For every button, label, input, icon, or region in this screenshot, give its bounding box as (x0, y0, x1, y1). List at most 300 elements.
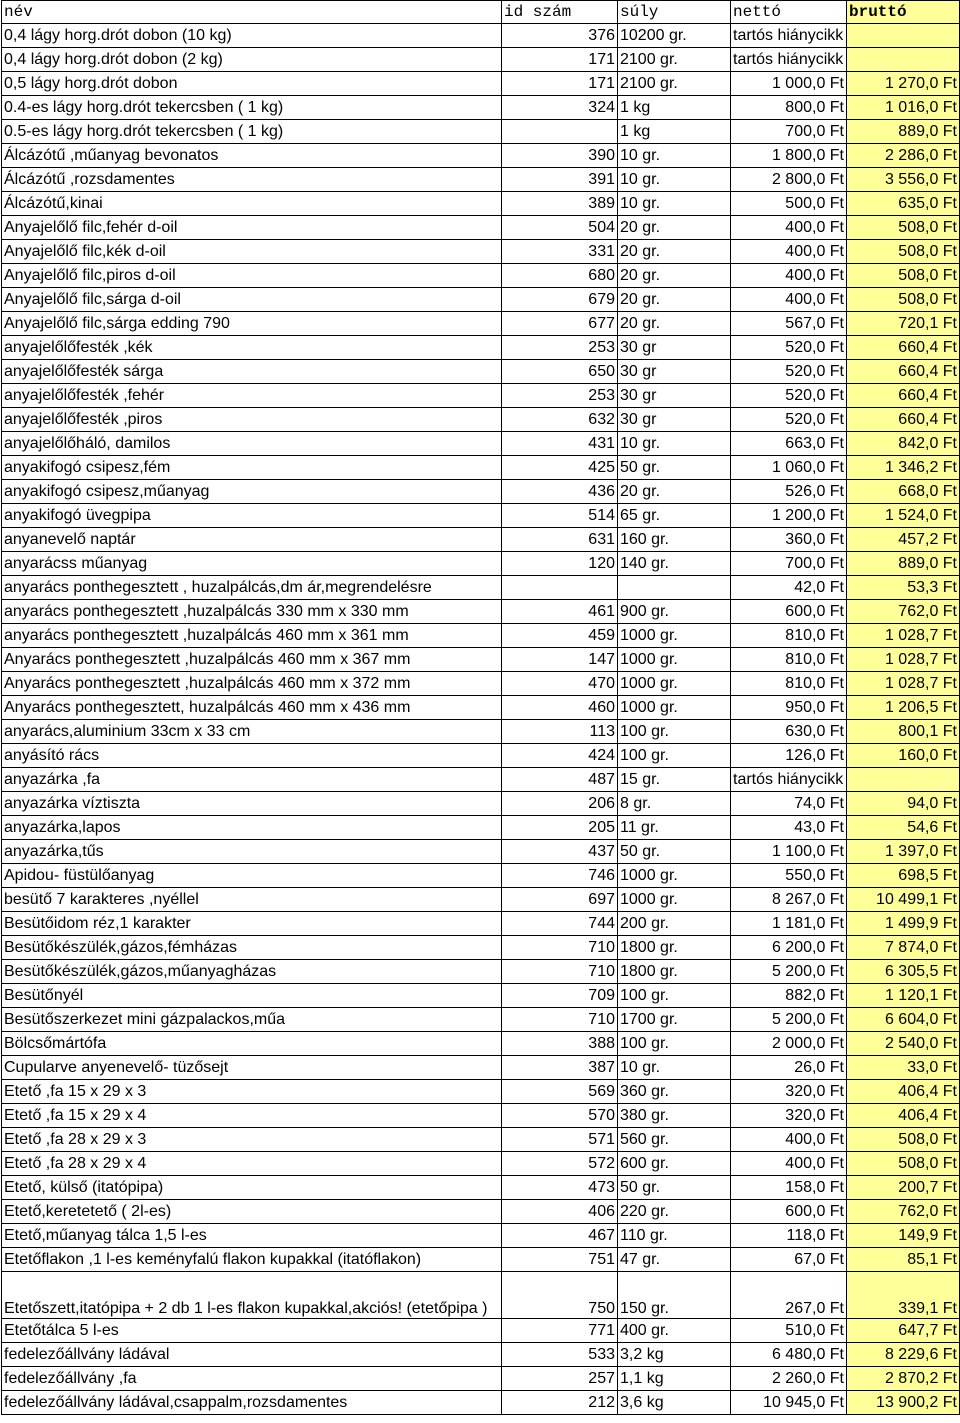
cell-id: 113 (502, 720, 618, 744)
cell-net: 158,0 Ft (731, 1176, 847, 1200)
table-row (2, 528, 960, 552)
table-row (2, 336, 960, 360)
cell-net: 43,0 Ft (731, 816, 847, 840)
cell-weight: 10 gr. (618, 192, 731, 216)
cell-id: 437 (502, 840, 618, 864)
cell-id (502, 120, 618, 144)
cell-gross: 1 524,0 Ft (847, 504, 960, 528)
cell-weight: 10 gr. (618, 168, 731, 192)
cell-net: 400,0 Ft (731, 1128, 847, 1152)
cell-net: 267,0 Ft (731, 1272, 847, 1319)
cell-name: Anyarács ponthegesztett, huzalpálcás 460 mm x 436 mm (2, 696, 502, 720)
cell-id: 710 (502, 1008, 618, 1032)
cell-gross: 10 499,1 Ft (847, 888, 960, 912)
cell-name: anyajelőlőfesték ,piros (2, 408, 502, 432)
cell-name: Apidou- füstülőanyag (2, 864, 502, 888)
header-net: nettó (731, 1, 847, 24)
cell-id: 709 (502, 984, 618, 1008)
cell-gross: 7 874,0 Ft (847, 936, 960, 960)
cell-net: tartós hiánycikk (731, 48, 847, 72)
cell-net: 6 200,0 Ft (731, 936, 847, 960)
table-row (2, 360, 960, 384)
cell-net: 42,0 Ft (731, 576, 847, 600)
cell-id (502, 576, 618, 600)
table-row (2, 96, 960, 120)
cell-gross: 762,0 Ft (847, 600, 960, 624)
cell-gross: 3 556,0 Ft (847, 168, 960, 192)
cell-net: 5 200,0 Ft (731, 960, 847, 984)
cell-gross: 54,6 Ft (847, 816, 960, 840)
cell-name: Besütőnyél (2, 984, 502, 1008)
cell-weight: 1800 gr. (618, 936, 731, 960)
price-table (1, 0, 960, 1415)
cell-weight: 2100 gr. (618, 48, 731, 72)
table-row (2, 24, 960, 48)
table-row (2, 240, 960, 264)
cell-name: Álcázótű ,műanyag bevonatos (2, 144, 502, 168)
cell-net: 400,0 Ft (731, 216, 847, 240)
table-row (2, 936, 960, 960)
cell-net: 1 100,0 Ft (731, 840, 847, 864)
cell-weight: 47 gr. (618, 1248, 731, 1272)
cell-id: 431 (502, 432, 618, 456)
table-row (2, 432, 960, 456)
cell-id: 771 (502, 1319, 618, 1343)
table-row (2, 984, 960, 1008)
cell-weight: 20 gr. (618, 480, 731, 504)
cell-weight: 11 gr. (618, 816, 731, 840)
cell-id: 744 (502, 912, 618, 936)
cell-id: 253 (502, 384, 618, 408)
cell-name: 0,5 lágy horg.drót dobon (2, 72, 502, 96)
table-row (2, 792, 960, 816)
cell-id: 710 (502, 960, 618, 984)
cell-gross: 200,7 Ft (847, 1176, 960, 1200)
cell-weight: 20 gr. (618, 312, 731, 336)
cell-name: 0.5-es lágy horg.drót tekercsben ( 1 kg) (2, 120, 502, 144)
cell-gross: 8 229,6 Ft (847, 1343, 960, 1367)
table-row (2, 1128, 960, 1152)
table-body (2, 24, 960, 1415)
cell-gross: 6 604,0 Ft (847, 1008, 960, 1032)
cell-name: 0.4-es lágy horg.drót tekercsben ( 1 kg) (2, 96, 502, 120)
cell-name: Anyajelőlő filc,kék d-oil (2, 240, 502, 264)
cell-id: 257 (502, 1367, 618, 1391)
table-row (2, 1391, 960, 1415)
cell-name: 0,4 lágy horg.drót dobon (2 kg) (2, 48, 502, 72)
cell-weight: 1000 gr. (618, 624, 731, 648)
cell-weight: 8 gr. (618, 792, 731, 816)
table-row (2, 456, 960, 480)
cell-id: 570 (502, 1104, 618, 1128)
cell-name: anyajelőlőfesték ,fehér (2, 384, 502, 408)
cell-gross: 720,1 Ft (847, 312, 960, 336)
cell-gross: 762,0 Ft (847, 1200, 960, 1224)
cell-name: anyarács ponthegesztett ,huzalpálcás 330 mm x 330 mm (2, 600, 502, 624)
cell-name: Etető ,fa 28 x 29 x 3 (2, 1128, 502, 1152)
cell-weight: 1 kg (618, 96, 731, 120)
cell-net: 1 060,0 Ft (731, 456, 847, 480)
cell-weight: 600 gr. (618, 1152, 731, 1176)
cell-weight: 30 gr (618, 336, 731, 360)
table-row (2, 216, 960, 240)
cell-name: Cupularve anyenevelő- tüzősejt (2, 1056, 502, 1080)
cell-name: anyakifogó csipesz,fém (2, 456, 502, 480)
cell-net: 126,0 Ft (731, 744, 847, 768)
cell-weight: 15 gr. (618, 768, 731, 792)
cell-id: 572 (502, 1152, 618, 1176)
cell-name: Anyarács ponthegesztett ,huzalpálcás 460 mm x 372 mm (2, 672, 502, 696)
cell-name: Etető ,fa 15 x 29 x 3 (2, 1080, 502, 1104)
cell-gross: 635,0 Ft (847, 192, 960, 216)
cell-name: 0,4 lágy horg.drót dobon (10 kg) (2, 24, 502, 48)
table-row (2, 552, 960, 576)
cell-gross: 668,0 Ft (847, 480, 960, 504)
cell-id: 436 (502, 480, 618, 504)
cell-id: 253 (502, 336, 618, 360)
cell-gross: 13 900,2 Ft (847, 1391, 960, 1415)
cell-id: 514 (502, 504, 618, 528)
table-row (2, 1272, 960, 1319)
table-row (2, 1104, 960, 1128)
cell-net: 2 000,0 Ft (731, 1032, 847, 1056)
cell-name: Etetőszett,itatópipa + 2 db 1 l-es flakon kupakkal,akciós! (etetőpipa ) (2, 1272, 502, 1319)
cell-gross: 406,4 Ft (847, 1104, 960, 1128)
cell-weight: 30 gr (618, 408, 731, 432)
cell-id: 331 (502, 240, 618, 264)
cell-weight: 2100 gr. (618, 72, 731, 96)
cell-id: 473 (502, 1176, 618, 1200)
cell-id: 679 (502, 288, 618, 312)
cell-name: anyarács ponthegesztett , huzalpálcás,dm ár,megrendelésre (2, 576, 502, 600)
cell-weight: 110 gr. (618, 1224, 731, 1248)
cell-id: 147 (502, 648, 618, 672)
cell-gross: 1 270,0 Ft (847, 72, 960, 96)
cell-name: anyazárka ,fa (2, 768, 502, 792)
cell-net: 360,0 Ft (731, 528, 847, 552)
header-id: id szám (502, 1, 618, 24)
cell-weight: 10 gr. (618, 432, 731, 456)
cell-gross: 53,3 Ft (847, 576, 960, 600)
cell-name: anyakifogó csipesz,műanyag (2, 480, 502, 504)
cell-net: 500,0 Ft (731, 192, 847, 216)
table-row (2, 576, 960, 600)
cell-id: 390 (502, 144, 618, 168)
table-row (2, 48, 960, 72)
cell-id: 388 (502, 1032, 618, 1056)
cell-id: 425 (502, 456, 618, 480)
cell-id: 697 (502, 888, 618, 912)
cell-name: anyajelőlőfesték sárga (2, 360, 502, 384)
cell-net: 600,0 Ft (731, 1200, 847, 1224)
cell-weight: 100 gr. (618, 744, 731, 768)
cell-id: 750 (502, 1272, 618, 1319)
cell-id: 569 (502, 1080, 618, 1104)
cell-gross: 842,0 Ft (847, 432, 960, 456)
cell-id: 376 (502, 24, 618, 48)
cell-id: 470 (502, 672, 618, 696)
table-row (2, 1080, 960, 1104)
cell-weight (618, 576, 731, 600)
cell-name: anyásító rács (2, 744, 502, 768)
cell-weight: 1 kg (618, 120, 731, 144)
table-row (2, 912, 960, 936)
cell-name: Anyajelőlő filc,sárga edding 790 (2, 312, 502, 336)
table-row (2, 1224, 960, 1248)
cell-net: 810,0 Ft (731, 648, 847, 672)
cell-name: fedelezőállvány ládával,csappalm,rozsdamentes (2, 1391, 502, 1415)
cell-name: Etető, külső (itatópipa) (2, 1176, 502, 1200)
cell-weight: 560 gr. (618, 1128, 731, 1152)
cell-weight: 140 gr. (618, 552, 731, 576)
cell-gross: 406,4 Ft (847, 1080, 960, 1104)
table-row (2, 312, 960, 336)
cell-gross: 1 028,7 Ft (847, 624, 960, 648)
cell-gross (847, 24, 960, 48)
cell-net: 700,0 Ft (731, 120, 847, 144)
cell-gross: 6 305,5 Ft (847, 960, 960, 984)
cell-weight: 10200 gr. (618, 24, 731, 48)
cell-gross: 647,7 Ft (847, 1319, 960, 1343)
cell-id: 461 (502, 600, 618, 624)
cell-net: 950,0 Ft (731, 696, 847, 720)
cell-name: anyazárka,lapos (2, 816, 502, 840)
cell-name: anyazárka,tűs (2, 840, 502, 864)
cell-id: 460 (502, 696, 618, 720)
table-row (2, 288, 960, 312)
cell-net: 2 800,0 Ft (731, 168, 847, 192)
cell-id: 487 (502, 768, 618, 792)
header-name: név (2, 1, 502, 24)
cell-weight: 1,1 kg (618, 1367, 731, 1391)
cell-net: 400,0 Ft (731, 1152, 847, 1176)
table-row (2, 1056, 960, 1080)
cell-weight: 20 gr. (618, 288, 731, 312)
cell-gross: 889,0 Ft (847, 120, 960, 144)
cell-net: 520,0 Ft (731, 360, 847, 384)
cell-net: 400,0 Ft (731, 264, 847, 288)
cell-weight: 1000 gr. (618, 672, 731, 696)
table-row (2, 1152, 960, 1176)
table-row (2, 672, 960, 696)
cell-id: 533 (502, 1343, 618, 1367)
cell-gross: 339,1 Ft (847, 1272, 960, 1319)
cell-name: Anyajelőlő filc,fehér d-oil (2, 216, 502, 240)
cell-weight: 10 gr. (618, 144, 731, 168)
cell-name: anyazárka víztiszta (2, 792, 502, 816)
cell-gross: 2 540,0 Ft (847, 1032, 960, 1056)
table-row (2, 744, 960, 768)
table-row (2, 1367, 960, 1391)
cell-net: 8 267,0 Ft (731, 888, 847, 912)
cell-gross: 800,1 Ft (847, 720, 960, 744)
cell-net: 526,0 Ft (731, 480, 847, 504)
cell-name: Etetőflakon ,1 l-es keményfalú flakon kupakkal (itatóflakon) (2, 1248, 502, 1272)
cell-name: anyajelőlőfesték ,kék (2, 336, 502, 360)
cell-net: 1 000,0 Ft (731, 72, 847, 96)
cell-id: 387 (502, 1056, 618, 1080)
cell-name: anyakifogó üvegpipa (2, 504, 502, 528)
cell-net: 510,0 Ft (731, 1319, 847, 1343)
cell-name: Etető,műanyag tálca 1,5 l-es (2, 1224, 502, 1248)
cell-name: besütő 7 karakteres ,nyéllel (2, 888, 502, 912)
cell-weight: 220 gr. (618, 1200, 731, 1224)
cell-gross: 508,0 Ft (847, 288, 960, 312)
cell-weight: 3,6 kg (618, 1391, 731, 1415)
cell-name: fedelezőállvány ,fa (2, 1367, 502, 1391)
cell-weight: 200 gr. (618, 912, 731, 936)
cell-name: Besütőszerkezet mini gázpalackos,műa (2, 1008, 502, 1032)
cell-weight: 3,2 kg (618, 1343, 731, 1367)
cell-name: anyajelőlőháló, damilos (2, 432, 502, 456)
cell-weight: 160 gr. (618, 528, 731, 552)
cell-net: 400,0 Ft (731, 288, 847, 312)
cell-gross: 660,4 Ft (847, 384, 960, 408)
cell-net: 520,0 Ft (731, 384, 847, 408)
cell-id: 389 (502, 192, 618, 216)
cell-gross: 1 028,7 Ft (847, 648, 960, 672)
cell-weight: 30 gr (618, 360, 731, 384)
cell-id: 632 (502, 408, 618, 432)
cell-net: 10 945,0 Ft (731, 1391, 847, 1415)
cell-net: 810,0 Ft (731, 672, 847, 696)
cell-id: 680 (502, 264, 618, 288)
cell-id: 406 (502, 1200, 618, 1224)
cell-id: 324 (502, 96, 618, 120)
cell-net: 567,0 Ft (731, 312, 847, 336)
table-row (2, 840, 960, 864)
cell-id: 504 (502, 216, 618, 240)
cell-weight: 380 gr. (618, 1104, 731, 1128)
table-row (2, 888, 960, 912)
cell-gross: 149,9 Ft (847, 1224, 960, 1248)
cell-net: 1 200,0 Ft (731, 504, 847, 528)
cell-net: 400,0 Ft (731, 240, 847, 264)
table-row (2, 1032, 960, 1056)
table-row (2, 72, 960, 96)
cell-name: fedelezőállvány ládával (2, 1343, 502, 1367)
table-row (2, 816, 960, 840)
cell-gross: 1 206,5 Ft (847, 696, 960, 720)
cell-net: 6 480,0 Ft (731, 1343, 847, 1367)
cell-gross: 1 397,0 Ft (847, 840, 960, 864)
cell-net: 74,0 Ft (731, 792, 847, 816)
table-row (2, 408, 960, 432)
cell-net: 520,0 Ft (731, 408, 847, 432)
cell-net: tartós hiánycikk (731, 768, 847, 792)
cell-weight: 100 gr. (618, 720, 731, 744)
cell-weight: 1000 gr. (618, 864, 731, 888)
cell-id: 424 (502, 744, 618, 768)
cell-id: 205 (502, 816, 618, 840)
cell-gross: 660,4 Ft (847, 360, 960, 384)
cell-name: Besütőidom réz,1 karakter (2, 912, 502, 936)
cell-id: 751 (502, 1248, 618, 1272)
table-row (2, 864, 960, 888)
cell-gross: 1 346,2 Ft (847, 456, 960, 480)
cell-weight: 20 gr. (618, 264, 731, 288)
cell-name: Bölcsőmártófa (2, 1032, 502, 1056)
cell-net: 2 260,0 Ft (731, 1367, 847, 1391)
cell-net: 700,0 Ft (731, 552, 847, 576)
cell-name: anyarácss műanyag (2, 552, 502, 576)
cell-weight: 1000 gr. (618, 696, 731, 720)
cell-name: Anyajelőlő filc,sárga d-oil (2, 288, 502, 312)
cell-name: Álcázótű ,rozsdamentes (2, 168, 502, 192)
table-row (2, 384, 960, 408)
cell-weight: 100 gr. (618, 984, 731, 1008)
cell-weight: 900 gr. (618, 600, 731, 624)
cell-name: Etető ,fa 15 x 29 x 4 (2, 1104, 502, 1128)
cell-net: 320,0 Ft (731, 1104, 847, 1128)
cell-gross: 85,1 Ft (847, 1248, 960, 1272)
cell-net: 320,0 Ft (731, 1080, 847, 1104)
cell-weight: 1000 gr. (618, 888, 731, 912)
cell-weight: 50 gr. (618, 456, 731, 480)
cell-weight: 20 gr. (618, 240, 731, 264)
cell-id: 677 (502, 312, 618, 336)
cell-net: 5 200,0 Ft (731, 1008, 847, 1032)
cell-weight: 50 gr. (618, 1176, 731, 1200)
cell-weight: 50 gr. (618, 840, 731, 864)
table-row (2, 480, 960, 504)
cell-net: 630,0 Ft (731, 720, 847, 744)
cell-gross: 1 016,0 Ft (847, 96, 960, 120)
cell-id: 206 (502, 792, 618, 816)
cell-net: 810,0 Ft (731, 624, 847, 648)
cell-net: 600,0 Ft (731, 600, 847, 624)
table-row (2, 1248, 960, 1272)
cell-weight: 400 gr. (618, 1319, 731, 1343)
cell-gross: 2 286,0 Ft (847, 144, 960, 168)
cell-id: 467 (502, 1224, 618, 1248)
cell-gross: 457,2 Ft (847, 528, 960, 552)
cell-net: 1 181,0 Ft (731, 912, 847, 936)
cell-name: Etető,keretetető ( 2l-es) (2, 1200, 502, 1224)
table-row (2, 1200, 960, 1224)
cell-id: 171 (502, 48, 618, 72)
cell-weight: 20 gr. (618, 216, 731, 240)
cell-id: 571 (502, 1128, 618, 1152)
cell-net: 663,0 Ft (731, 432, 847, 456)
table-row (2, 1008, 960, 1032)
cell-gross: 1 120,1 Ft (847, 984, 960, 1008)
cell-id: 459 (502, 624, 618, 648)
header-gross: bruttó (847, 1, 960, 24)
cell-net: 882,0 Ft (731, 984, 847, 1008)
cell-weight: 1700 gr. (618, 1008, 731, 1032)
table-row (2, 1176, 960, 1200)
cell-gross: 1 028,7 Ft (847, 672, 960, 696)
table-row (2, 768, 960, 792)
cell-id: 212 (502, 1391, 618, 1415)
table-row (2, 168, 960, 192)
cell-id: 746 (502, 864, 618, 888)
cell-net: 520,0 Ft (731, 336, 847, 360)
cell-gross: 508,0 Ft (847, 1128, 960, 1152)
cell-name: Álcázótű,kinai (2, 192, 502, 216)
cell-gross: 660,4 Ft (847, 336, 960, 360)
cell-gross: 508,0 Ft (847, 264, 960, 288)
cell-weight: 10 gr. (618, 1056, 731, 1080)
cell-net: 67,0 Ft (731, 1248, 847, 1272)
cell-net: 26,0 Ft (731, 1056, 847, 1080)
table-row (2, 960, 960, 984)
cell-id: 171 (502, 72, 618, 96)
cell-net: 1 800,0 Ft (731, 144, 847, 168)
cell-gross: 508,0 Ft (847, 1152, 960, 1176)
cell-net: 550,0 Ft (731, 864, 847, 888)
